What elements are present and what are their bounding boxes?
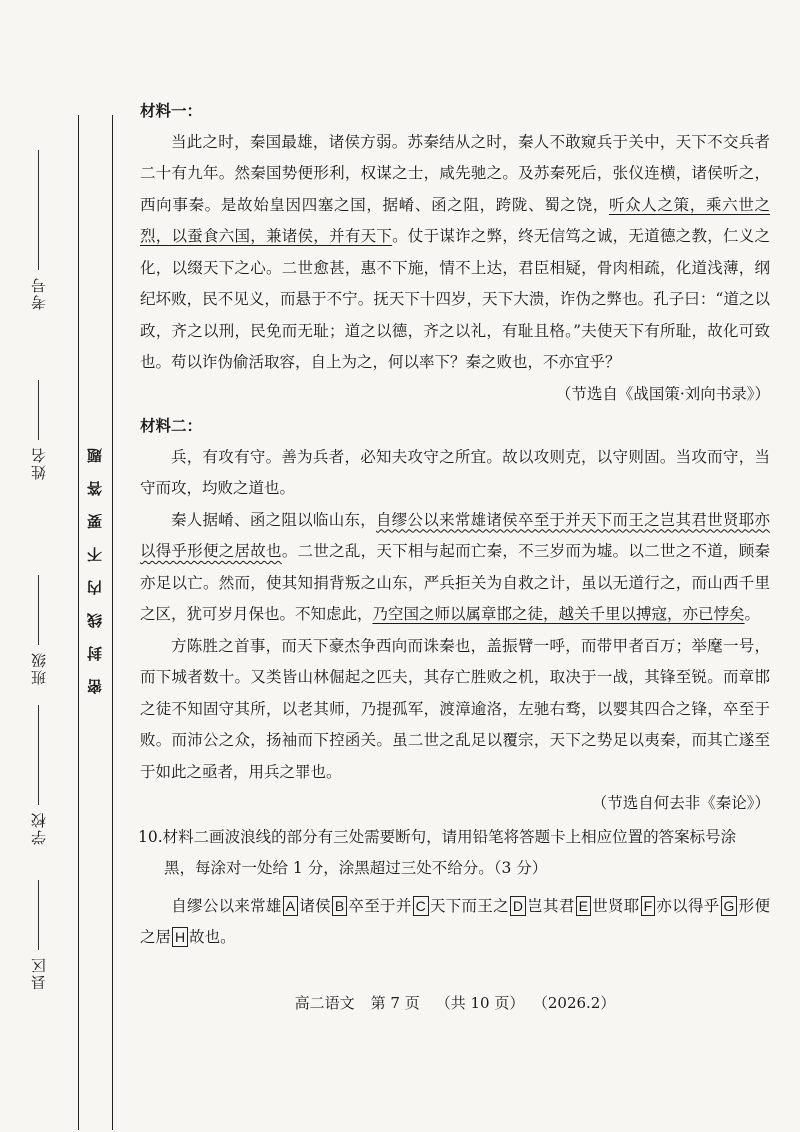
material1-source: （节选自《战国策·刘向书录》） <box>555 384 770 403</box>
text-segment: 。仗于谋诈之弊，终无信笃之诚，无道德之教，仁义之化，以缀天下之心。二世愈甚，惠不下施，情不上达，君臣相疑，骨肉相疏，化道浅薄，纲纪坏败，民不见义，而悬于不宁。抚天下十四岁，天下大溃，诈伪之弊也。孔子曰：“道之以政，齐之以刑，民免而无耻；道之以德，齐之以礼，有耻且格。”夫使天下有所耻，故化可致也。苟以诈伪偷活取容，自上为之，何以率下？秦之败也，不亦宜乎？ <box>140 227 770 371</box>
wavy-underlined-passage: 自缪公以来常雄诸侯卒至于并天下而王之岂其君世贤耶亦以得乎形便之居故也 <box>140 510 770 560</box>
question-text: 材料二画波浪线的部分有三处需要断句，请用铅笔将答题卡上相应位置的答案标号涂 <box>162 827 737 846</box>
text-segment: 当此之时，秦国最雄，诸侯方弱。苏秦结从之时，秦人不敢窥兵于关中，天下不交兵者二十有九年。然秦国势便形利，权谋之士，咸先驰之。及苏秦死后，张仪连横，诸侯听之，西向事秦。是故始皇因四塞之国，据崤、函之阻，跨陇、蜀之饶， <box>140 132 770 214</box>
answer-tail: 故也。 <box>189 928 236 946</box>
text-segment: 。 <box>744 605 761 623</box>
field-line <box>38 575 39 645</box>
material2-paragraph-1: 兵，有攻有守。善为兵者，必知夫攻守之所宜。故以攻则克，以守则固。当攻而守，当守而攻，均败之道也。 <box>140 447 770 497</box>
answer-segment: 亦以得乎 <box>656 896 720 915</box>
exam-content <box>140 95 770 954</box>
field-line <box>38 880 39 950</box>
footer-page: 第 7 页 <box>370 994 420 1012</box>
answer-box-e[interactable]: E <box>576 896 591 916</box>
underlined-sentence: 听众人之策，乘六世之烈，以蚕食六国，兼诸侯，并有天下 <box>140 195 770 245</box>
question-text-cont: 黑，每涂对一处给 1 分，涂黑超过三处不给分。（3 分） <box>164 859 548 877</box>
field-label: 学校 <box>29 811 48 845</box>
field-line <box>38 150 39 270</box>
answer-segment: 天下而王之 <box>429 896 509 915</box>
answer-segment: 诸侯 <box>299 896 331 915</box>
answer-options <box>140 891 770 954</box>
footer-total: （共 10 页） <box>435 994 525 1012</box>
material2-paragraph-2 <box>140 505 770 631</box>
page-footer <box>140 992 770 1013</box>
field-line <box>38 380 39 440</box>
material2-paragraph-3: 方陈胜之首事，而天下豪杰争西向而诛秦也，盖振臂一呼，而带甲者百万；举麾一号，而下城者数十。又类皆山林倔起之匹夫，其存亡胜败之机，取决于一战，其锋至锐。而章邯之徒不知固守其所，以老其师，乃提孤军，渡漳逾洛，左驰右骛，以婴其四合之锋，卒至于败。而沛公之众，扬袖而下控函关。虽二世之乱足以覆宗，天下之势足以夷秦，而其亡遂至于如此之亟者，用兵之罪也。 <box>140 636 770 781</box>
answer-box-g[interactable]: G <box>721 896 738 916</box>
field-class[interactable] <box>18 575 58 685</box>
answer-segment: 世贤耶 <box>591 896 640 915</box>
material1-paragraph <box>140 127 770 379</box>
answer-box-f[interactable]: F <box>641 896 656 916</box>
margin-line-inner <box>112 115 113 1130</box>
underlined-sentence: 乃空国之师以属章邯之徒，越关千里以搏寇，亦已悖矣 <box>372 605 745 623</box>
answer-segment: 岂其君 <box>527 896 575 915</box>
answer-box-d[interactable]: D <box>510 896 526 916</box>
seal-line-notice: 密封线内不要答题 <box>86 430 104 694</box>
answer-segment: 形便之居 <box>140 896 770 946</box>
field-label: 考号 <box>29 276 48 310</box>
question-number: 10. <box>138 827 163 846</box>
answer-box-c[interactable]: C <box>413 896 429 916</box>
field-label: 班级 <box>29 651 48 685</box>
answer-box-a[interactable]: A <box>283 896 298 916</box>
field-label: 姓名 <box>29 446 48 480</box>
answer-segment: 自缪公以来常雄 <box>171 896 282 915</box>
field-county[interactable] <box>18 880 58 990</box>
field-school[interactable] <box>18 705 58 845</box>
material2-source: （节选自何去非《秦论》） <box>591 794 770 812</box>
material1-heading: 材料一： <box>140 101 203 120</box>
answer-box-b[interactable]: B <box>332 896 347 916</box>
binding-margin <box>0 0 130 1132</box>
field-exam-number[interactable] <box>18 150 58 310</box>
answer-segment: 卒至于并 <box>348 896 412 915</box>
footer-subject: 高二语文 <box>294 994 355 1012</box>
field-line <box>38 705 39 805</box>
footer-date: （2026.2） <box>540 994 616 1012</box>
question-10 <box>138 822 770 885</box>
text-segment: 。二世之乱，天下相与起而亡秦，不三岁而为墟。以二世之不道，顾秦亦足以亡。然而，使其知捐背叛之山东，严兵拒关为自救之计，虽以无道行之，而山西千里之区，犹可岁月保也。不知虑此， <box>140 542 770 623</box>
material2-heading: 材料二： <box>140 416 203 435</box>
answer-box-h[interactable]: H <box>172 927 188 947</box>
field-name[interactable] <box>18 380 58 480</box>
field-label: 县区 <box>29 956 48 990</box>
margin-line-outer <box>78 115 79 1130</box>
text-segment: 秦人据崤、函之阻以临山东， <box>171 510 377 529</box>
